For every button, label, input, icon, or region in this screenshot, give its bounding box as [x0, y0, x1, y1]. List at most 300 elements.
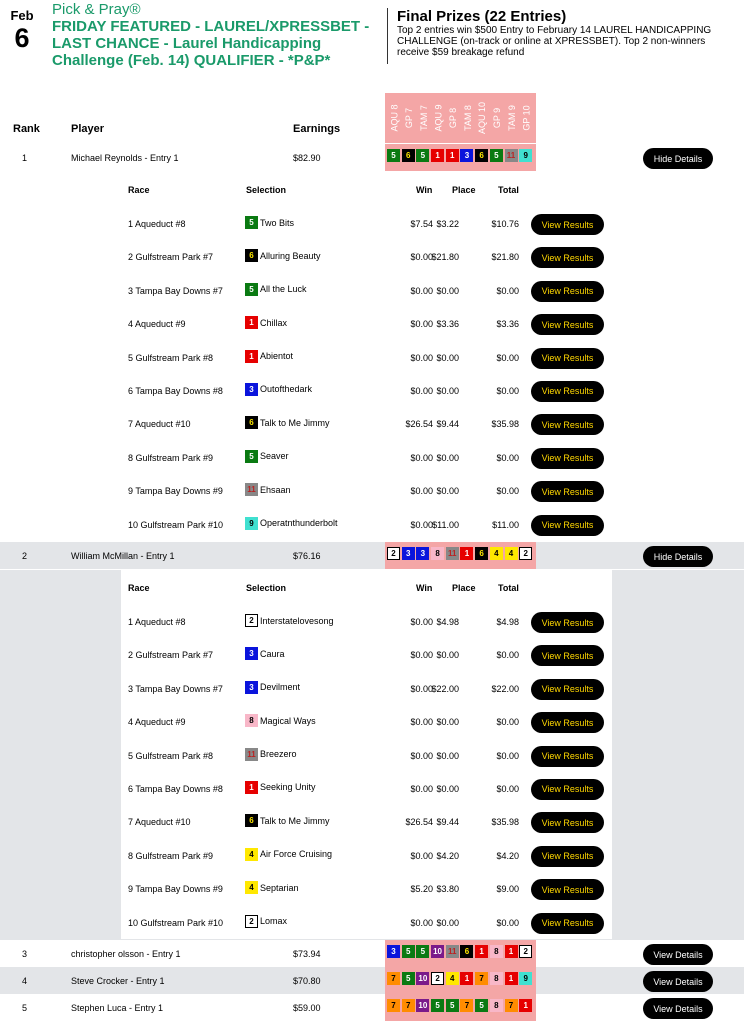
selection-box: 10 — [431, 945, 444, 958]
view-results-button[interactable]: View Results — [531, 913, 604, 934]
horse-name: Caura — [260, 648, 285, 659]
win-amount: $0.00 — [410, 717, 433, 728]
race-label-text: AQU 9 — [433, 104, 444, 132]
view-details-button[interactable]: View Details — [643, 971, 713, 992]
race-label — [519, 93, 534, 143]
player-row — [0, 542, 744, 569]
place-amount: $4.98 — [436, 617, 459, 627]
view-results-button[interactable]: View Results — [531, 645, 604, 666]
selection — [245, 416, 330, 429]
selection-number: 11 — [245, 483, 258, 496]
win-amount: $5.20 — [410, 884, 433, 895]
result-row — [121, 407, 612, 440]
win-amount: $0.00 — [410, 452, 433, 463]
selection-box: 1 — [519, 999, 532, 1012]
selection-box: 1 — [460, 547, 473, 560]
total-amount: $11.00 — [492, 519, 519, 530]
selection-band — [385, 542, 536, 569]
win-amount: $7.54 — [410, 219, 433, 229]
selection-box: 7 — [387, 999, 400, 1012]
col-race-header: Race — [128, 583, 150, 593]
results-table — [121, 570, 612, 939]
view-results-button[interactable]: View Results — [531, 414, 604, 435]
horse-name: Ehsaan — [260, 484, 291, 495]
selection-box: 9 — [519, 149, 532, 162]
selection-box: 9 — [519, 972, 532, 985]
view-details-button[interactable]: View Details — [643, 944, 713, 965]
horse-name: Magical Ways — [260, 715, 316, 726]
player-name: Steve Crocker - Entry 1 — [71, 976, 165, 986]
win-amount: $26.54 — [405, 419, 433, 430]
player-name: William McMillan - Entry 1 — [71, 551, 175, 561]
win-amount: $0.00 — [410, 917, 433, 928]
selection-box: 4 — [446, 972, 459, 985]
place-amount: $0.00 — [436, 917, 459, 928]
selection-number: 5 — [245, 216, 258, 229]
selection-number: 6 — [245, 814, 258, 827]
win-amount: $0.00 — [410, 252, 433, 263]
place-amount: $9.44 — [436, 419, 459, 430]
selection-box: 8 — [431, 547, 444, 560]
selection-box: 5 — [431, 999, 444, 1012]
selection — [245, 681, 300, 694]
selection-number: 2 — [245, 915, 258, 928]
player-rank: 3 — [22, 949, 28, 959]
col-selection-header: Selection — [246, 185, 287, 195]
player-earnings: $82.90 — [293, 153, 321, 163]
win-amount: $0.00 — [410, 285, 433, 296]
col-place-header: Place — [452, 583, 476, 593]
place-amount: $0.00 — [436, 750, 459, 761]
player-name: Stephen Luca - Entry 1 — [71, 1003, 164, 1013]
race-name: 2 Gulfstream Park #7 — [128, 650, 214, 661]
horse-name: Devilment — [260, 682, 301, 693]
selection — [245, 350, 293, 363]
selection — [245, 383, 312, 396]
view-details-button[interactable]: View Details — [643, 998, 713, 1019]
race-name: 9 Tampa Bay Downs #9 — [128, 486, 223, 497]
horse-name: Outofthedark — [260, 384, 313, 395]
race-name: 9 Tampa Bay Downs #9 — [128, 884, 223, 895]
player-details — [0, 570, 744, 940]
horse-name: Chillax — [260, 317, 288, 328]
selection-box: 7 — [475, 972, 488, 985]
race-name: 1 Aqueduct #8 — [128, 219, 186, 229]
view-results-button[interactable]: View Results — [531, 448, 604, 469]
horse-name: Breezero — [260, 749, 297, 760]
player-details — [0, 172, 744, 541]
view-results-button[interactable]: View Results — [531, 879, 604, 900]
selection-number: 3 — [245, 681, 258, 694]
view-results-button[interactable]: View Results — [531, 679, 604, 700]
col-selection-header: Selection — [246, 583, 287, 593]
selection-band — [385, 144, 536, 171]
race-label — [416, 93, 431, 143]
place-amount: $0.00 — [436, 452, 459, 463]
race-label-text: GP 10 — [521, 105, 532, 131]
view-results-button[interactable]: View Results — [531, 712, 604, 733]
total-amount: $0.00 — [496, 452, 519, 463]
col-win-header: Win — [416, 583, 433, 593]
race-label — [505, 93, 520, 143]
win-amount: $0.00 — [410, 519, 433, 530]
result-row — [121, 705, 612, 738]
win-amount: $0.00 — [410, 319, 433, 330]
total-amount: $22.00 — [491, 683, 519, 694]
player-row — [0, 940, 744, 967]
selection-box: 1 — [431, 149, 444, 162]
event-day: 6 — [14, 23, 30, 53]
selection-band — [385, 967, 536, 994]
view-results-button[interactable]: View Results — [531, 314, 604, 335]
race-label-text: TAM 8 — [462, 105, 473, 131]
race-name: 3 Tampa Bay Downs #7 — [128, 683, 223, 694]
selection — [245, 614, 334, 627]
view-results-button[interactable]: View Results — [531, 846, 604, 867]
selection-box: 6 — [460, 945, 473, 958]
selection-box: 7 — [460, 999, 473, 1012]
race-name: 10 Gulfstream Park #10 — [128, 519, 224, 530]
win-amount: $0.00 — [410, 617, 433, 627]
selection — [245, 915, 287, 928]
selection-box: 1 — [475, 945, 488, 958]
total-amount: $0.00 — [496, 717, 519, 728]
col-win-header: Win — [416, 185, 433, 195]
place-amount: $0.00 — [436, 285, 459, 296]
total-amount: $0.00 — [496, 352, 519, 363]
view-results-button[interactable]: View Results — [531, 214, 604, 235]
selection-box: 7 — [505, 999, 518, 1012]
selection-number: 1 — [245, 316, 258, 329]
total-amount: $0.00 — [496, 385, 519, 396]
selection — [245, 283, 307, 296]
race-label — [475, 93, 490, 143]
horse-name: Alluring Beauty — [260, 250, 321, 261]
race-label-text: GP 9 — [492, 107, 503, 129]
selection-box: 4 — [490, 547, 503, 560]
race-label — [490, 93, 505, 143]
result-row — [121, 772, 612, 805]
win-amount: $0.00 — [410, 650, 433, 661]
player-earnings: $73.94 — [293, 949, 321, 959]
selection-band — [385, 994, 536, 1021]
selection-box: 10 — [416, 972, 429, 985]
player-rank: 1 — [22, 153, 28, 163]
place-amount: $3.36 — [436, 319, 459, 330]
place-amount: $4.20 — [436, 850, 459, 861]
result-row — [121, 872, 612, 905]
view-results-button[interactable]: View Results — [531, 779, 604, 800]
selection-box: 3 — [460, 149, 473, 162]
place-amount: $21.80 — [431, 252, 459, 263]
race-name: 6 Tampa Bay Downs #8 — [128, 783, 223, 794]
result-row — [121, 341, 612, 374]
race-label-text: TAM 7 — [418, 105, 429, 131]
selection-box: 6 — [402, 149, 415, 162]
selection — [245, 881, 299, 894]
player-rank: 2 — [22, 551, 28, 561]
horse-name: Two Bits — [260, 217, 295, 228]
view-results-button[interactable]: View Results — [531, 746, 604, 767]
selection-box: 11 — [446, 547, 459, 560]
selection-box: 1 — [460, 972, 473, 985]
selection-box: 2 — [431, 972, 444, 985]
place-amount: $0.00 — [436, 352, 459, 363]
selection-box: 6 — [475, 149, 488, 162]
selection-number: 5 — [245, 450, 258, 463]
selection-number: 2 — [245, 614, 258, 627]
player-rank: 5 — [22, 1003, 28, 1013]
result-row — [121, 638, 612, 671]
selection-box: 8 — [490, 972, 503, 985]
race-name: 4 Aqueduct #9 — [128, 717, 186, 728]
selection-number: 1 — [245, 350, 258, 363]
selection — [245, 249, 321, 262]
total-amount: $9.00 — [496, 884, 519, 895]
col-player-header: Player — [71, 123, 105, 135]
selection-box: 5 — [490, 149, 503, 162]
race-name: 10 Gulfstream Park #10 — [128, 917, 224, 928]
selection-box: 5 — [387, 149, 400, 162]
race-name: 4 Aqueduct #9 — [128, 319, 186, 330]
selection-box: 1 — [505, 945, 518, 958]
selection-box: 11 — [505, 149, 518, 162]
selection-box: 4 — [505, 547, 518, 560]
contest-name: FRIDAY FEATURED - LAUREL/XPRESSBET - LAST CHANCE - Laurel Handicapping Challenge (Feb. 14) QUALIFIER - *P&P* — [52, 18, 370, 69]
race-name: 5 Gulfstream Park #8 — [128, 750, 214, 761]
total-amount: $21.80 — [491, 252, 519, 263]
hide-details-button[interactable]: Hide Details — [643, 148, 713, 169]
total-amount: $10.76 — [491, 219, 519, 229]
player-name: christopher olsson - Entry 1 — [71, 949, 181, 959]
horse-name: Operatnthunderbolt — [260, 518, 338, 529]
result-row — [121, 240, 612, 273]
selection — [245, 814, 330, 827]
race-name: 8 Gulfstream Park #9 — [128, 850, 214, 861]
player-row — [0, 967, 744, 994]
selection-box: 5 — [475, 999, 488, 1012]
view-results-button[interactable]: View Results — [531, 612, 604, 633]
win-amount: $0.00 — [410, 352, 433, 363]
selection-box: 7 — [402, 999, 415, 1012]
selection-number: 8 — [245, 714, 258, 727]
total-amount: $3.36 — [496, 319, 519, 330]
race-name: 3 Tampa Bay Downs #7 — [128, 285, 223, 296]
selection-box: 10 — [416, 999, 429, 1012]
selection — [245, 450, 289, 463]
race-label — [402, 93, 417, 143]
selection — [245, 647, 285, 660]
place-amount: $22.00 — [431, 683, 459, 694]
race-label — [387, 93, 402, 143]
selection-number: 4 — [245, 881, 258, 894]
race-name: 7 Aqueduct #10 — [128, 419, 191, 430]
place-amount: $0.00 — [436, 385, 459, 396]
selection — [245, 781, 316, 794]
contest-brand: Pick & Pray® — [52, 1, 141, 18]
selection-number: 6 — [245, 249, 258, 262]
selection-box: 2 — [519, 945, 532, 958]
result-row — [121, 508, 612, 541]
col-place-header: Place — [452, 185, 476, 195]
selection-number: 3 — [245, 647, 258, 660]
selection-number: 5 — [245, 283, 258, 296]
total-amount: $0.00 — [496, 285, 519, 296]
view-results-button[interactable]: View Results — [531, 481, 604, 502]
race-name: 5 Gulfstream Park #8 — [128, 352, 214, 363]
result-row — [121, 839, 612, 872]
selection — [245, 748, 297, 761]
result-row — [121, 805, 612, 838]
selection-number: 4 — [245, 848, 258, 861]
prizes-panel — [397, 8, 737, 58]
result-row — [121, 441, 612, 474]
horse-name: Air Force Cruising — [260, 849, 333, 860]
horse-name: Septarian — [260, 882, 299, 893]
total-amount: $0.00 — [496, 650, 519, 661]
race-name: 8 Gulfstream Park #9 — [128, 452, 214, 463]
col-total-header: Total — [498, 583, 519, 593]
race-name: 6 Tampa Bay Downs #8 — [128, 385, 223, 396]
selection-box: 3 — [416, 547, 429, 560]
col-earnings-header: Earnings — [293, 123, 341, 135]
view-results-button[interactable]: View Results — [531, 348, 604, 369]
race-label-text: AQU 8 — [389, 104, 400, 132]
place-amount: $3.80 — [436, 884, 459, 895]
race-name: 2 Gulfstream Park #7 — [128, 252, 214, 263]
selection-box: 5 — [416, 149, 429, 162]
selection-box: 5 — [416, 945, 429, 958]
col-total-header: Total — [498, 185, 519, 195]
race-label-text: AQU 10 — [477, 101, 488, 135]
results-header — [121, 172, 612, 207]
horse-name: Talk to Me Jimmy — [260, 815, 330, 826]
result-row — [121, 672, 612, 705]
selection-number: 1 — [245, 781, 258, 794]
total-amount: $0.00 — [496, 486, 519, 497]
selection-box: 6 — [475, 547, 488, 560]
horse-name: Seaver — [260, 451, 289, 462]
selection-number: 9 — [245, 517, 258, 530]
results-table — [121, 172, 612, 541]
win-amount: $0.00 — [410, 385, 433, 396]
selection-box: 11 — [446, 945, 459, 958]
result-row — [121, 739, 612, 772]
selection-box: 2 — [519, 547, 532, 560]
result-row — [121, 374, 612, 407]
player-earnings: $76.16 — [293, 551, 321, 561]
selection-box: 8 — [490, 945, 503, 958]
race-label — [446, 93, 461, 143]
col-rank-header: Rank — [13, 123, 40, 135]
prizes-text: Top 2 entries win $500 Entry to February 14 LAUREL HANDICAPPING CHALLENGE (on-track or online at XPRESSBET). Top 2 non-winners receive $59 breakage refund — [397, 25, 712, 58]
horse-name: Abientot — [260, 351, 294, 362]
result-row — [121, 906, 612, 939]
race-label-text: GP 7 — [404, 107, 415, 129]
horse-name: Lomax — [260, 916, 288, 927]
selection-number: 6 — [245, 416, 258, 429]
view-results-button[interactable]: View Results — [531, 515, 604, 536]
player-earnings: $70.80 — [293, 976, 321, 986]
place-amount: $3.22 — [436, 219, 459, 229]
view-results-button[interactable]: View Results — [531, 381, 604, 402]
view-results-button[interactable]: View Results — [531, 281, 604, 302]
place-amount: $11.00 — [432, 519, 459, 530]
place-amount: $0.00 — [436, 783, 459, 794]
total-amount: $35.98 — [491, 817, 519, 828]
win-amount: $0.00 — [410, 783, 433, 794]
total-amount: $0.00 — [496, 750, 519, 761]
selection-number: 11 — [245, 748, 258, 761]
place-amount: $0.00 — [436, 650, 459, 661]
horse-name: Interstatelovesong — [260, 615, 334, 626]
player-rank: 4 — [22, 976, 28, 986]
place-amount: $9.44 — [436, 817, 459, 828]
total-amount: $4.98 — [496, 617, 519, 627]
selection-box: 2 — [387, 547, 400, 560]
col-race-header: Race — [128, 185, 150, 195]
result-row — [121, 474, 612, 507]
prizes-title: Final Prizes (22 Entries) — [397, 8, 567, 25]
win-amount: $0.00 — [410, 683, 433, 694]
win-amount: $0.00 — [410, 486, 433, 497]
header-divider — [387, 8, 388, 64]
total-amount: $0.00 — [496, 917, 519, 928]
horse-name: Seeking Unity — [260, 782, 316, 793]
selection-box: 1 — [505, 972, 518, 985]
total-amount: $4.20 — [496, 850, 519, 861]
result-row — [121, 207, 612, 240]
place-amount: $0.00 — [436, 486, 459, 497]
horse-name: Talk to Me Jimmy — [260, 417, 330, 428]
horse-name: All the Luck — [260, 284, 307, 295]
place-amount: $0.00 — [436, 717, 459, 728]
race-label-text: TAM 9 — [506, 105, 517, 131]
selection-band — [385, 940, 536, 967]
selection — [245, 216, 294, 229]
contest-title — [52, 1, 377, 69]
player-earnings: $59.00 — [293, 1003, 321, 1013]
selection — [245, 714, 316, 727]
total-amount: $35.98 — [491, 419, 519, 430]
result-row — [121, 605, 612, 638]
player-name: Michael Reynolds - Entry 1 — [71, 153, 179, 163]
race-name: 1 Aqueduct #8 — [128, 617, 186, 627]
selection — [245, 517, 338, 530]
race-label-text: GP 8 — [448, 107, 459, 129]
player-row — [0, 994, 744, 1021]
hide-details-button[interactable]: Hide Details — [643, 546, 713, 567]
view-results-button[interactable]: View Results — [531, 812, 604, 833]
selection-box: 3 — [402, 547, 415, 560]
selection-number: 3 — [245, 383, 258, 396]
selection — [245, 483, 291, 496]
view-results-button[interactable]: View Results — [531, 247, 604, 268]
results-header — [121, 570, 612, 605]
result-row — [121, 274, 612, 307]
win-amount: $0.00 — [410, 850, 433, 861]
result-row — [121, 307, 612, 340]
total-amount: $0.00 — [496, 783, 519, 794]
event-date — [6, 8, 38, 53]
selection-box: 1 — [446, 149, 459, 162]
selection-box: 5 — [402, 972, 415, 985]
race-label — [460, 93, 475, 143]
win-amount: $0.00 — [410, 750, 433, 761]
selection-box: 3 — [387, 945, 400, 958]
win-amount: $26.54 — [405, 817, 433, 828]
race-header-band — [385, 93, 536, 143]
